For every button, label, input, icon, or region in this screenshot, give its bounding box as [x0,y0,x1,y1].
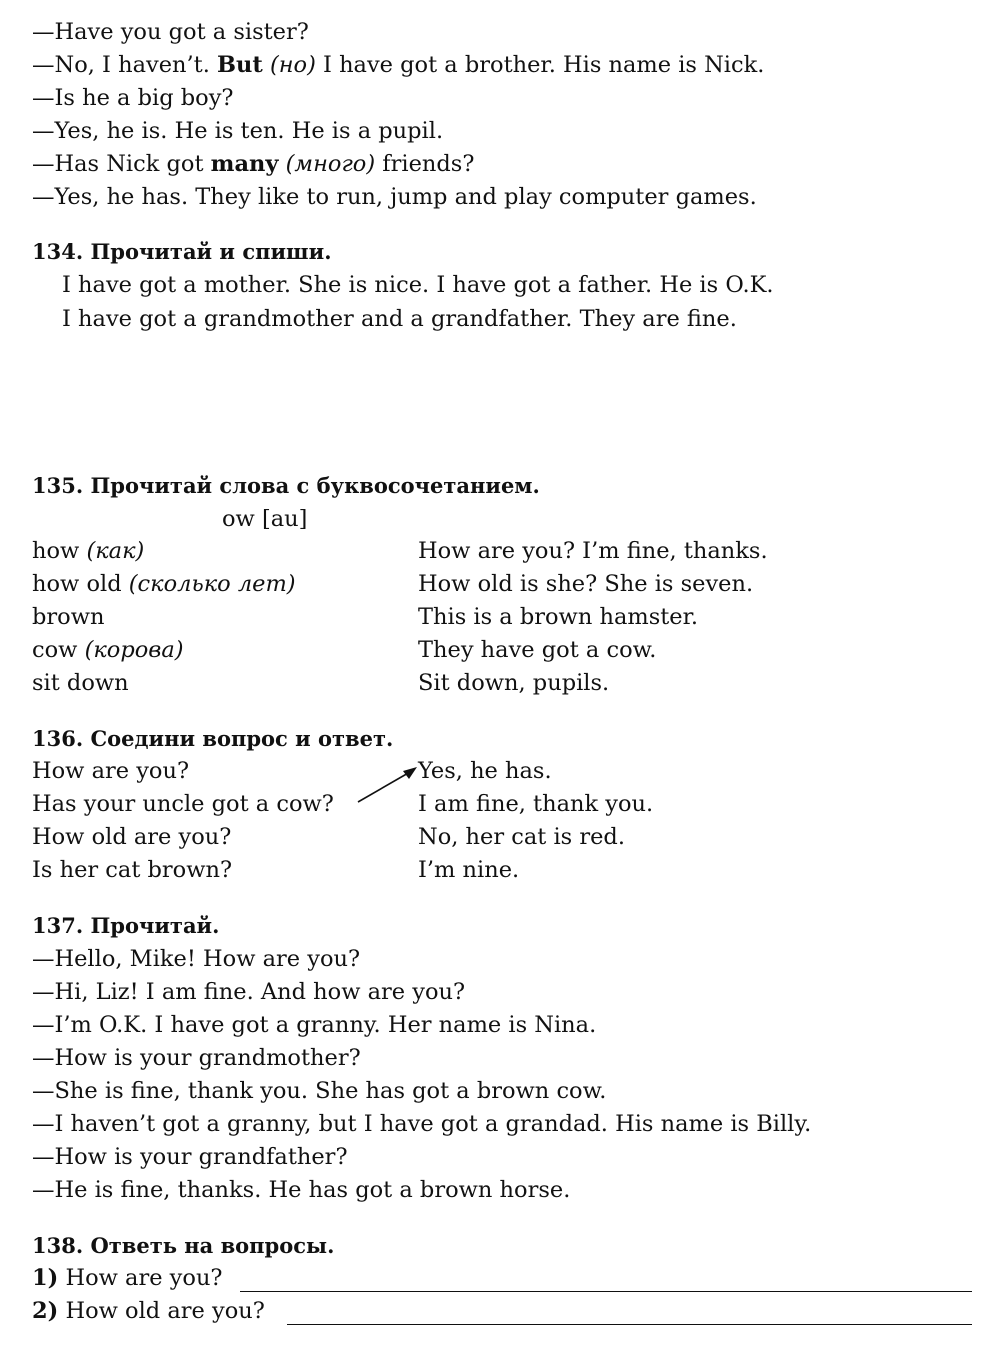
exercise-137-heading: 137. Прочитай. [32,913,220,938]
dialog-line: —I haven’t got a granny, but I have got a grandad. His name is Billy. [32,1111,812,1137]
answer-item: I am fine, thank you. [418,791,654,817]
word-item: brown [32,604,105,630]
word-item: how old (сколько лет) [32,571,296,597]
dialog-line: —How is your grandfather? [32,1144,348,1170]
dialog-line: —No, I haven’t. But (но) I have got a brother. His name is Nick. [32,52,765,78]
answer-item: No, her cat is red. [418,824,625,850]
word-item: sit down [32,670,129,696]
dialog-line: —How is your grandmother? [32,1045,361,1071]
question-item: Is her cat brown? [32,857,233,883]
example-sentence: This is a brown hamster. [418,604,699,630]
answer-question: 2) How old are you? [32,1298,265,1324]
word-item: how (как) [32,538,145,564]
answer-item: I’m nine. [418,857,520,883]
exercise-138-heading: 138. Ответь на вопросы. [32,1233,335,1258]
dialog-line: —Have you got a sister? [32,19,309,45]
answer-line[interactable] [287,1324,972,1325]
letter-combination: ow [au] [222,506,308,532]
example-sentence: They have got a cow. [418,637,657,663]
example-sentence: How old is she? She is seven. [418,571,754,597]
exercise-134-line: I have got a mother. She is nice. I have got a father. He is O.K. [62,272,774,298]
word-item: cow (корова) [32,637,184,663]
exercise-135-heading: 135. Прочитай слова с буквосочетанием. [32,473,540,498]
dialog-line: —I’m O.K. I have got a granny. Her name is Nina. [32,1012,597,1038]
example-sentence: Sit down, pupils. [418,670,610,696]
answer-line[interactable] [240,1291,972,1292]
dialog-line: —She is fine, thank you. She has got a brown cow. [32,1078,607,1104]
question-item: How old are you? [32,824,232,850]
dialog-line: —Yes, he has. They like to run, jump and play computer games. [32,184,757,210]
exercise-134-heading: 134. Прочитай и спиши. [32,239,332,264]
exercise-136-heading: 136. Соедини вопрос и ответ. [32,726,394,751]
dialog-line: —Hello, Mike! How are you? [32,946,361,972]
dialog-line: —Hi, Liz! I am fine. And how are you? [32,979,466,1005]
example-sentence: How are you? I’m fine, thanks. [418,538,768,564]
question-item: Has your uncle got a cow? [32,791,334,817]
dialog-line: —Is he a big boy? [32,85,234,111]
exercise-134-line: I have got a grandmother and a grandfather. They are fine. [62,306,737,332]
answer-item: Yes, he has. [418,758,552,784]
question-item: How are you? [32,758,190,784]
dialog-line: —Has Nick got many (много) friends? [32,151,475,177]
dialog-line: —Yes, he is. He is ten. He is a pupil. [32,118,444,144]
answer-question: 1) How are you? [32,1265,223,1291]
dialog-line: —He is fine, thanks. He has got a brown horse. [32,1177,571,1203]
